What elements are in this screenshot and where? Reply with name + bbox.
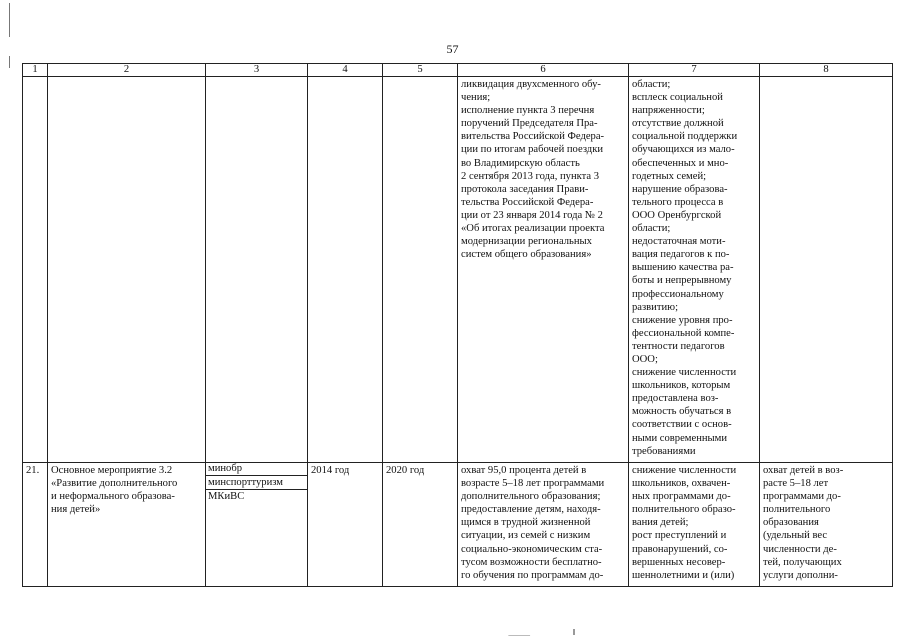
scan-noise-dot xyxy=(573,629,575,635)
indicator-cell xyxy=(760,463,893,587)
end-year: 2020 год xyxy=(386,465,425,476)
expected-results-cell xyxy=(458,463,629,587)
end-year-cell xyxy=(383,463,458,587)
header-cell: 3 xyxy=(206,64,308,77)
measure-name-cell xyxy=(48,463,206,587)
table-cell xyxy=(308,77,383,463)
table-cell xyxy=(23,77,48,463)
row-number: 21. xyxy=(26,465,40,476)
executors-list xyxy=(206,463,307,504)
header-cell: 4 xyxy=(308,64,383,77)
header-cell: 8 xyxy=(760,64,893,77)
measure-name: Основное мероприятие 3.2 «Развитие дополнительного и неформального образова- ния детей» xyxy=(51,465,178,516)
risks-cell xyxy=(629,463,760,587)
expected-results-text: ликвидация двухсменного обу- чения; исполнение пункта 3 перечня поручений Председателя Пра- вительства Российской Федера- ции по итогам рабочей поездки во Владимирскую область 2 сентября 2013 года, пункта 3 протокола заседания Прави- тельства Российской Федера- ции от 23 января 2014 года № 2 «Об итогах реализации проекта модернизации региональных систем общего образования» xyxy=(461,79,605,261)
scan-edge-mark-top xyxy=(9,3,10,37)
table-cell xyxy=(383,77,458,463)
table-cell xyxy=(760,77,893,463)
indicator-text: охват детей в воз- расте 5–18 лет программами до- полнительного образования (удельный вес численности де- тей, получающих услуги дополни- xyxy=(763,465,844,581)
table-cell xyxy=(206,77,308,463)
header-cell: 2 xyxy=(48,64,206,77)
header-cell: 7 xyxy=(629,64,760,77)
table-header-row xyxy=(23,64,893,77)
risks-text: области; всплеск социальной напряженности; отсутствие должной социальной поддержки обучающихся из мало- обеспеченных и мно- годетных семей; нарушение образова- тельного процесса в ООО Оренбургской области; недостаточная моти- вация педагогов к по- вышению качества ра- боты и непрерывному профессиональному развитию; снижение уровня про- фессиональной компе- тентности педагогов ООО; снижение численности школьников, которым предоставлена воз- можность обучаться в соответствии с основ- ными современными требованиями xyxy=(632,79,738,457)
header-cell: 6 xyxy=(458,64,629,77)
executor-item: минобр xyxy=(206,463,307,476)
expected-results-text: охват 95,0 процента детей в возрасте 5–18 лет программами дополнительного образования; предоставление детям, находя- щимся в трудной жизненной ситуации, из семей с низким социально-экономическим ста- тусом возможности бесплатно- го обучения по программам до- xyxy=(461,465,605,581)
table-row-continuation xyxy=(23,77,893,463)
table-cell xyxy=(48,77,206,463)
header-cell: 5 xyxy=(383,64,458,77)
table-row-21 xyxy=(23,463,893,587)
scan-edge-mark-middle xyxy=(9,56,10,68)
row-number-cell xyxy=(23,463,48,587)
executors-cell xyxy=(206,463,308,587)
page-number: 57 xyxy=(446,42,459,56)
risks-text: снижение численности школьников, охвачен- ных программами до- полнительного образо- вания детей; рост преступлений и правонарушений, со- вершенных несовер- шеннолетними и (или) xyxy=(632,465,737,581)
table-cell-risks xyxy=(629,77,760,463)
scan-noise-mark: ⸻ xyxy=(508,630,532,640)
executor-item: минспорттуризм xyxy=(206,476,307,490)
table-cell-expected-results xyxy=(458,77,629,463)
start-year: 2014 год xyxy=(311,465,350,476)
executor-item: МКиВС xyxy=(208,491,245,502)
header-cell: 1 xyxy=(23,64,48,77)
document-table xyxy=(22,63,893,587)
start-year-cell xyxy=(308,463,383,587)
